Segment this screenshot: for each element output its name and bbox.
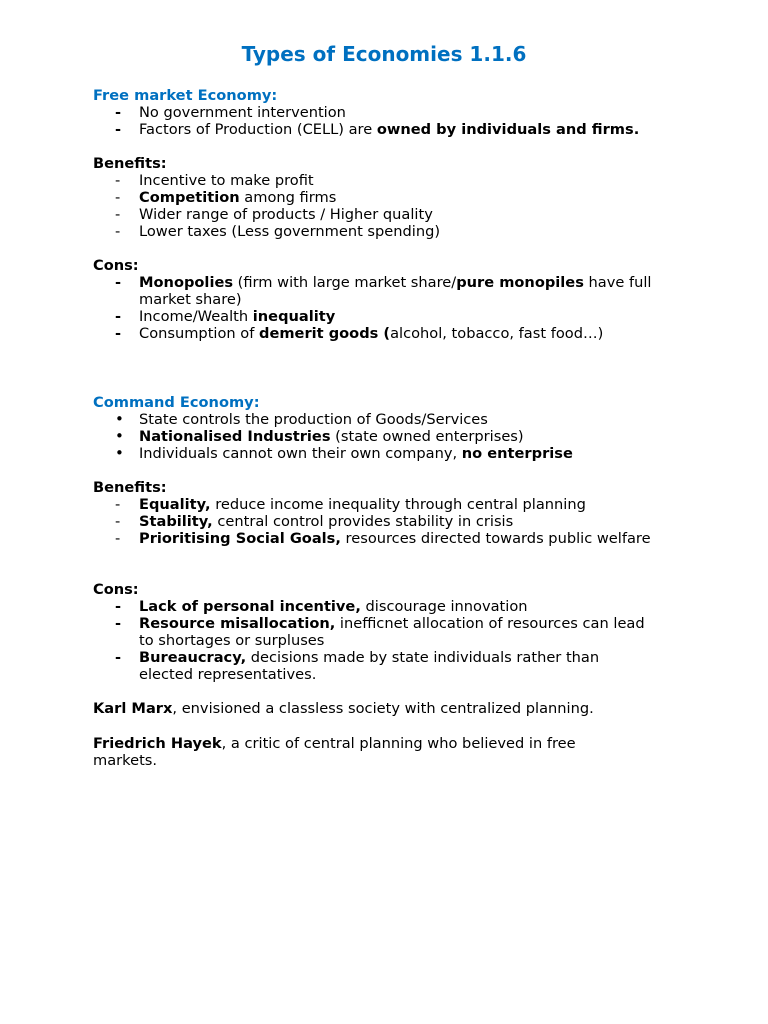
list-item bbox=[93, 598, 653, 615]
list-item bbox=[93, 325, 663, 342]
list-item-text bbox=[139, 189, 336, 206]
list-item bbox=[93, 615, 653, 649]
dash-marker: - bbox=[115, 172, 121, 189]
bold-text-run: Lack of personal incentive, bbox=[139, 598, 361, 615]
list-item-text bbox=[139, 428, 524, 445]
bold-text-run: Monopolies bbox=[139, 274, 234, 291]
list-item-text bbox=[139, 513, 513, 530]
free-market-cons-heading: Cons: bbox=[93, 257, 139, 274]
bold-text-run: Resource misallocation, bbox=[139, 615, 336, 632]
text-run: discourage innovation bbox=[360, 598, 528, 615]
text-run: alcohol, tobacco, fast food…) bbox=[390, 325, 604, 342]
list-item-text bbox=[139, 172, 314, 189]
bold-text-run: Nationalised Industries bbox=[139, 428, 331, 445]
dash-marker: - bbox=[115, 496, 121, 513]
dash-marker: - bbox=[115, 325, 122, 342]
free-market-benefits-heading: Benefits: bbox=[93, 155, 167, 172]
text-run: (firm with large market share/ bbox=[233, 274, 457, 291]
command-benefits-list bbox=[93, 496, 653, 547]
list-item bbox=[93, 189, 693, 206]
free-market-cons-list bbox=[93, 274, 663, 342]
bold-text-run: owned by individuals and firms. bbox=[376, 121, 640, 138]
list-item-text bbox=[139, 325, 603, 342]
bold-text-run: demerit goods ( bbox=[259, 325, 391, 342]
dash-marker: - bbox=[115, 513, 121, 530]
text-run: among firms bbox=[239, 189, 337, 206]
free-market-heading: Free market Economy: bbox=[93, 87, 278, 104]
bold-text-run: Stability, bbox=[139, 513, 213, 530]
bold-text-run: no enterprise bbox=[461, 445, 573, 462]
text-run: , envisioned a classless society with centralized planning. bbox=[172, 700, 594, 717]
bullet-marker: • bbox=[115, 410, 124, 428]
list-item bbox=[93, 206, 693, 223]
dash-marker: - bbox=[115, 223, 121, 240]
text-run: Incentive to make profit bbox=[139, 172, 314, 189]
bullet-marker: • bbox=[115, 444, 124, 462]
text-run: Income/Wealth bbox=[139, 308, 253, 325]
list-item-text bbox=[139, 496, 586, 513]
command-cons-heading: Cons: bbox=[93, 581, 139, 598]
list-item-text bbox=[139, 649, 599, 683]
list-item-text bbox=[139, 121, 639, 138]
dash-marker: - bbox=[115, 189, 121, 206]
command-benefits-heading: Benefits: bbox=[93, 479, 167, 496]
text-run: , a critic of central planning who believed in free markets. bbox=[93, 735, 576, 769]
text-run: Consumption of bbox=[139, 325, 259, 342]
dash-marker: - bbox=[115, 615, 122, 632]
text-run: Individuals cannot own their own company, bbox=[139, 445, 462, 462]
list-item bbox=[93, 411, 693, 428]
list-item-text bbox=[139, 274, 651, 308]
bold-text-run: Equality, bbox=[139, 496, 211, 513]
text-run: resources directed towards public welfare bbox=[340, 530, 651, 547]
command-cons-list bbox=[93, 598, 653, 683]
dash-marker: - bbox=[115, 308, 122, 325]
list-item-text bbox=[139, 104, 346, 121]
bold-text-run: Karl Marx bbox=[93, 700, 173, 717]
page-title: Types of Economies 1.1.6 bbox=[241, 42, 527, 66]
text-run: decisions made by state individuals rather than elected representatives. bbox=[139, 649, 600, 683]
bold-text-run: Friedrich Hayek bbox=[93, 735, 222, 752]
list-item bbox=[93, 428, 693, 445]
karl-marx-paragraph bbox=[93, 700, 653, 717]
text-run: Lower taxes (Less government spending) bbox=[139, 223, 441, 240]
list-item bbox=[93, 513, 653, 530]
list-item-text bbox=[139, 530, 651, 547]
free-market-list bbox=[93, 104, 683, 138]
dash-marker: - bbox=[115, 121, 122, 138]
text-run: reduce income inequality through central planning bbox=[210, 496, 586, 513]
list-item-text bbox=[139, 308, 335, 325]
list-item bbox=[93, 172, 693, 189]
text-run: (state owned enterprises) bbox=[330, 428, 524, 445]
bold-text-run: pure monopiles bbox=[456, 274, 584, 291]
list-item-text bbox=[139, 206, 433, 223]
text-run: No government intervention bbox=[139, 104, 346, 121]
bold-text-run: Competition bbox=[139, 189, 240, 206]
text-run: Wider range of products / Higher quality bbox=[139, 206, 433, 223]
list-item bbox=[93, 649, 653, 683]
text-run: central control provides stability in crisis bbox=[212, 513, 514, 530]
free-market-benefits-list bbox=[93, 172, 693, 240]
list-item bbox=[93, 104, 683, 121]
bullet-marker: • bbox=[115, 427, 124, 445]
list-item-text bbox=[139, 445, 573, 462]
command-economy-list bbox=[93, 411, 693, 462]
dash-marker: - bbox=[115, 530, 121, 547]
dash-marker: - bbox=[115, 104, 122, 121]
command-economy-heading: Command Economy: bbox=[93, 394, 260, 411]
list-item bbox=[93, 274, 663, 308]
dash-marker: - bbox=[115, 274, 122, 291]
bold-text-run: Bureaucracy, bbox=[139, 649, 247, 666]
bold-text-run: inequality bbox=[252, 308, 336, 325]
dash-marker: - bbox=[115, 206, 121, 223]
text-run: State controls the production of Goods/Services bbox=[139, 411, 488, 428]
list-item bbox=[93, 121, 683, 138]
list-item-text bbox=[139, 615, 645, 649]
dash-marker: - bbox=[115, 598, 122, 615]
text-run: inefficnet allocation of resources can lead to shortages or surpluses bbox=[139, 615, 645, 649]
text-run: have full market share) bbox=[139, 274, 652, 308]
list-item bbox=[93, 496, 653, 513]
list-item-text bbox=[139, 223, 440, 240]
dash-marker: - bbox=[115, 649, 122, 666]
text-run: Factors of Production (CELL) are bbox=[139, 121, 377, 138]
friedrich-hayek-paragraph bbox=[93, 735, 633, 769]
list-item bbox=[93, 445, 693, 462]
list-item-text bbox=[139, 411, 488, 428]
bold-text-run: Prioritising Social Goals, bbox=[139, 530, 341, 547]
list-item bbox=[93, 530, 653, 547]
list-item bbox=[93, 308, 663, 325]
list-item-text bbox=[139, 598, 528, 615]
list-item bbox=[93, 223, 693, 240]
